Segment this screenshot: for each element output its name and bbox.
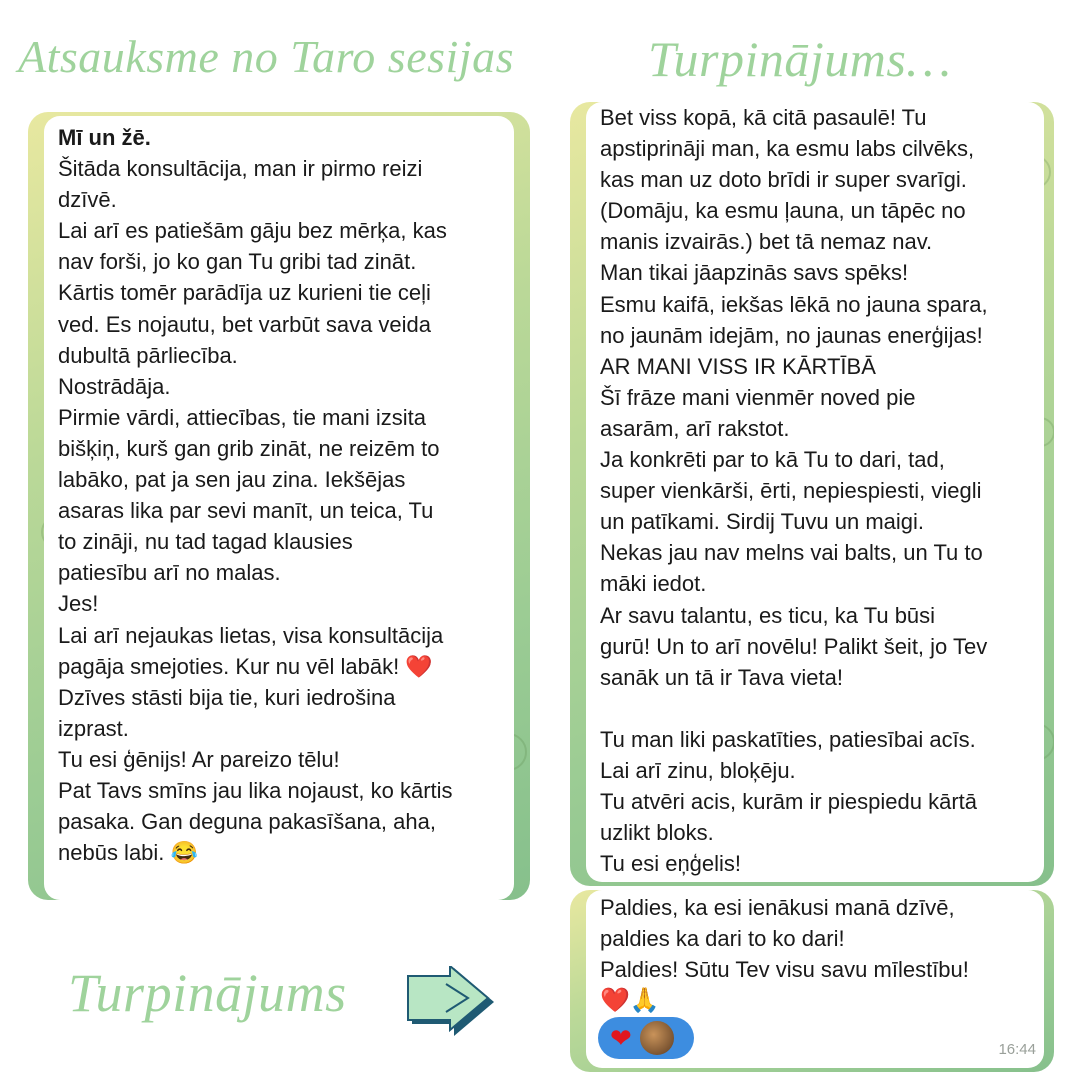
message-timestamp: 16:44 (998, 1041, 1036, 1058)
message-text: Šitāda konsultācija, man ir pirmo reizi dzīvē. Lai arī es patiešām gāju bez mērķa, kas nav forši, jo ko gan Tu gribi tad zināt. Kārtis tomēr parādīja uz kurieni tie ceļi ved. Es nojautu, bet varbūt sava veida dubultā pārliecība. Nostrādāja. Pirmie vārdi, attiecības, tie mani izsita bišķiņ, kurš gan grib zināt, ne reizēm to labāko, pat ja sen jau zina. Iekšējas asaras lika par sevi manīt, un teica, Tu to zināji, nu tad tagad klausies patiesību arī no malas. Jes! Lai arī nejaukas lietas, visa konsultācija pagāja smejoties. Kur nu vēl labāk! ❤️ Dzīves stāsti bija tie, kuri iedrošina izprast. Tu esi ģēnijs! Ar pareizo tēlu! Pat Tavs smīns jau lika nojaust, ko kārtis pasaka. Gan deguna pakasīšana, aha, nebūs labi. 😂 (58, 156, 453, 866)
message-title: Mī un žē. (58, 125, 151, 150)
chat-panel-right-top (570, 102, 1054, 886)
avatar (638, 1019, 676, 1057)
message-text: Paldies, ka esi ienākusi manā dzīvē, paldies ka dari to ko dari! Paldies! Sūtu Tev visu savu mīlestību! (600, 895, 969, 983)
message-text: Bet viss kopā, kā citā pasaulē! Tu apstiprināji man, ka esmu labs cilvēks, kas man uz doto brīdi ir super svarīgi. (Domāju, ka esmu ļauna, un tāpēc no manis izvairās.) bet tā nemaz nav. Man tikai jāapzinās savs spēks! Esmu kaifā, iekšas lēkā no jauna spara, no jaunām idejām, no jaunas enerģijas! AR MANI VISS IR KĀRTĪBĀ Šī frāze mani vienmēr noved pie asarām, arī rakstot. Ja konkrēti par to kā Tu to dari, tad, super vienkārši, ērti, nepiespiesti, viegli un patīkami. Sirdij Tuvu un maigi. Nekas jau nav melns vai balts, un Tu to māki iedot. Ar savu talantu, es ticu, ka Tu būsi gurū! Un to arī novēlu! Palikt šeit, jo Tev sanāk un tā ir Tava vieta! Tu man liki paskatīties, patiesībai acīs. Lai arī zinu, bloķēju. Tu atvēri acis, kurām ir piespiedu kārtā uzlikt bloks. Tu esi eņģelis! (600, 105, 988, 877)
emoji-row: ❤️🙏 (600, 987, 660, 1015)
reaction-pill[interactable] (598, 1017, 694, 1059)
message-bubble-left[interactable] (44, 116, 514, 900)
right-arrow-icon (406, 966, 498, 1038)
message-bubble-right-top[interactable] (586, 102, 1044, 882)
chat-panel-left (28, 112, 530, 900)
heading-continuation-bottom: Turpinājums (68, 963, 347, 1023)
chat-panel-right-bottom (570, 890, 1054, 1072)
heart-icon: ❤ (610, 1023, 632, 1053)
heading-review-title: Atsauksme no Taro sesijas (18, 31, 514, 82)
heading-continuation-top: Turpinājums… (648, 31, 952, 87)
